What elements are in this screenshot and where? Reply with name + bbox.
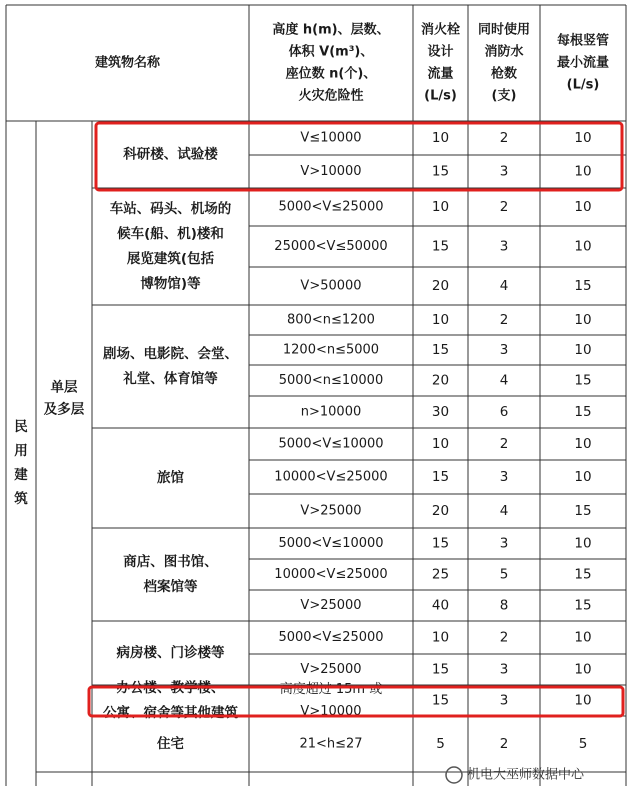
building-type-label: 旅馆 (157, 470, 184, 486)
riser-flow-cell: 10 (574, 535, 592, 552)
riser-flow-cell: 15 (574, 278, 592, 294)
guns-count-cell: 8 (499, 597, 509, 614)
building-type-label: 公寓、宿舍等其他建筑 (103, 705, 238, 721)
condition-cell: V>25000 (300, 662, 362, 677)
label-civil-buildings: 用 (14, 443, 28, 459)
condition-cell: V>25000 (300, 503, 362, 519)
building-type-label: 车站、码头、机场的 (109, 201, 232, 217)
header-riser-min-flow: 每根竖管 (556, 33, 610, 49)
label-single-multi-storey: 及多层 (43, 401, 85, 418)
condition-cell: 高度超过 15m 或 (279, 682, 383, 697)
guns-count-cell: 2 (499, 130, 509, 146)
condition-cell: 21<h≤27 (299, 736, 363, 752)
header-params: 体积 V(m³)、 (288, 44, 374, 60)
hydrant-flow-cell: 20 (431, 278, 450, 294)
guns-count-cell: 3 (499, 469, 509, 485)
building-type-label: 办公楼、教学楼、 (116, 680, 225, 696)
riser-flow-cell: 10 (574, 130, 592, 146)
hydrant-flow-cell: 30 (431, 404, 450, 420)
hydrant-flow-cell: 15 (431, 469, 450, 485)
guns-count-cell: 3 (499, 342, 509, 358)
header-simultaneous-guns: 同时使用 (477, 22, 531, 38)
label-civil-buildings: 筑 (14, 491, 28, 507)
building-type-label: 住宅 (157, 736, 184, 752)
riser-flow-cell: 10 (574, 661, 592, 678)
building-type-label: 候车(船、机)楼和 (117, 226, 224, 242)
hydrant-flow-cell: 25 (431, 566, 450, 583)
header-riser-min-flow: (L/s) (566, 77, 600, 93)
guns-count-cell: 2 (499, 736, 509, 752)
header-hydrant-flow: 设计 (427, 44, 454, 60)
hydrant-flow-cell: 10 (431, 629, 450, 646)
riser-flow-cell: 15 (574, 597, 592, 614)
hydrant-flow-cell: 10 (431, 436, 450, 452)
riser-flow-cell: 15 (574, 372, 592, 389)
guns-count-cell: 3 (499, 661, 509, 678)
condition-cell: 25000<V≤50000 (274, 239, 388, 254)
riser-flow-cell: 10 (574, 436, 592, 452)
watermark (446, 767, 585, 784)
hydrant-flow-cell: 10 (431, 130, 450, 146)
guns-count-cell: 4 (499, 503, 509, 519)
wechat-icon (446, 767, 462, 783)
building-type-label: 展览建筑(包括 (126, 251, 215, 267)
header-riser-min-flow: 最小流量 (556, 55, 610, 71)
riser-flow-cell: 10 (574, 312, 592, 328)
hydrant-flow-cell: 20 (431, 372, 450, 389)
label-single-multi-storey: 单层 (50, 379, 78, 396)
header-hydrant-flow: (L/s) (424, 88, 457, 104)
guns-count-cell: 2 (499, 312, 509, 328)
condition-cell: 800<n≤1200 (287, 312, 375, 328)
riser-flow-cell: 5 (578, 736, 588, 752)
condition-cell: V>10000 (300, 704, 362, 719)
hydrant-flow-cell: 15 (431, 692, 450, 709)
hydrant-flow-cell: 10 (431, 312, 450, 328)
header-simultaneous-guns: (支) (491, 88, 517, 104)
condition-cell: 1200<n≤5000 (282, 342, 380, 358)
condition-cell: 10000<V≤25000 (274, 567, 388, 582)
riser-flow-cell: 10 (574, 629, 592, 646)
header-params: 火灾危险性 (298, 88, 364, 104)
condition-cell: 10000<V≤25000 (274, 469, 388, 485)
guns-count-cell: 2 (499, 436, 509, 452)
condition-cell: V>10000 (300, 164, 362, 179)
header-simultaneous-guns: 消防水 (484, 44, 524, 60)
guns-count-cell: 2 (499, 629, 509, 646)
header-building-name: 建筑物名称 (94, 55, 161, 71)
riser-flow-cell: 10 (574, 238, 592, 255)
condition-cell: n>10000 (300, 404, 362, 420)
watermark-text: 机电大巫师数据中心 (467, 767, 585, 783)
guns-count-cell: 3 (499, 163, 509, 180)
hydrant-flow-cell: 5 (436, 736, 445, 752)
guns-count-cell: 3 (499, 692, 509, 709)
building-type-label: 科研楼、试验楼 (123, 146, 218, 163)
hydrant-flow-cell: 15 (431, 163, 450, 180)
guns-count-cell: 2 (499, 199, 509, 215)
hydrant-flow-cell: 15 (431, 342, 450, 358)
guns-count-cell: 4 (499, 278, 509, 294)
header-params: 座位数 n(个)、 (285, 66, 377, 82)
hydrant-flow-cell: 15 (431, 238, 450, 255)
condition-cell: V>50000 (300, 278, 362, 294)
hydrant-flow-cell: 15 (431, 661, 450, 678)
riser-flow-cell: 10 (574, 342, 592, 358)
hydrant-flow-cell: 10 (431, 199, 450, 215)
building-type-label: 博物馆)等 (140, 276, 201, 292)
riser-flow-cell: 15 (574, 404, 592, 420)
riser-flow-cell: 15 (574, 566, 592, 583)
header-hydrant-flow: 流量 (427, 66, 454, 82)
condition-cell: 5000<V≤25000 (278, 630, 384, 645)
condition-cell: 5000<V≤10000 (278, 536, 384, 551)
condition-cell: 5000<V≤10000 (278, 436, 384, 452)
guns-count-cell: 4 (499, 372, 509, 389)
label-civil-buildings: 建 (14, 467, 28, 483)
building-type-label: 礼堂、体育馆等 (123, 371, 218, 387)
riser-flow-cell: 10 (574, 469, 592, 485)
condition-cell: 5000<n≤10000 (278, 373, 384, 388)
hydrant-flow-cell: 40 (431, 597, 450, 614)
hydrant-flow-cell: 15 (431, 535, 450, 552)
condition-cell: 5000<V≤25000 (278, 199, 384, 215)
building-type-label: 病房楼、门诊楼等 (116, 645, 225, 661)
building-type-label: 档案馆等 (143, 579, 198, 595)
riser-flow-cell: 10 (574, 163, 592, 180)
header-simultaneous-guns: 枪数 (490, 66, 518, 82)
guns-count-cell: 5 (499, 566, 509, 583)
condition-cell: V≤10000 (300, 130, 362, 146)
guns-count-cell: 3 (499, 535, 509, 552)
riser-flow-cell: 10 (574, 199, 592, 215)
guns-count-cell: 6 (499, 404, 509, 420)
header-params: 高度 h(m)、层数、 (272, 22, 390, 38)
building-type-label: 剧场、电影院、会堂、 (103, 346, 238, 362)
label-civil-buildings: 民 (14, 419, 28, 435)
guns-count-cell: 3 (499, 238, 509, 255)
riser-flow-cell: 10 (574, 692, 592, 709)
building-type-label: 商店、图书馆、 (123, 554, 218, 570)
condition-cell: V>25000 (300, 598, 362, 613)
riser-flow-cell: 15 (574, 503, 592, 519)
hydrant-flow-cell: 20 (431, 503, 450, 519)
header-hydrant-flow: 消火栓 (420, 22, 461, 38)
